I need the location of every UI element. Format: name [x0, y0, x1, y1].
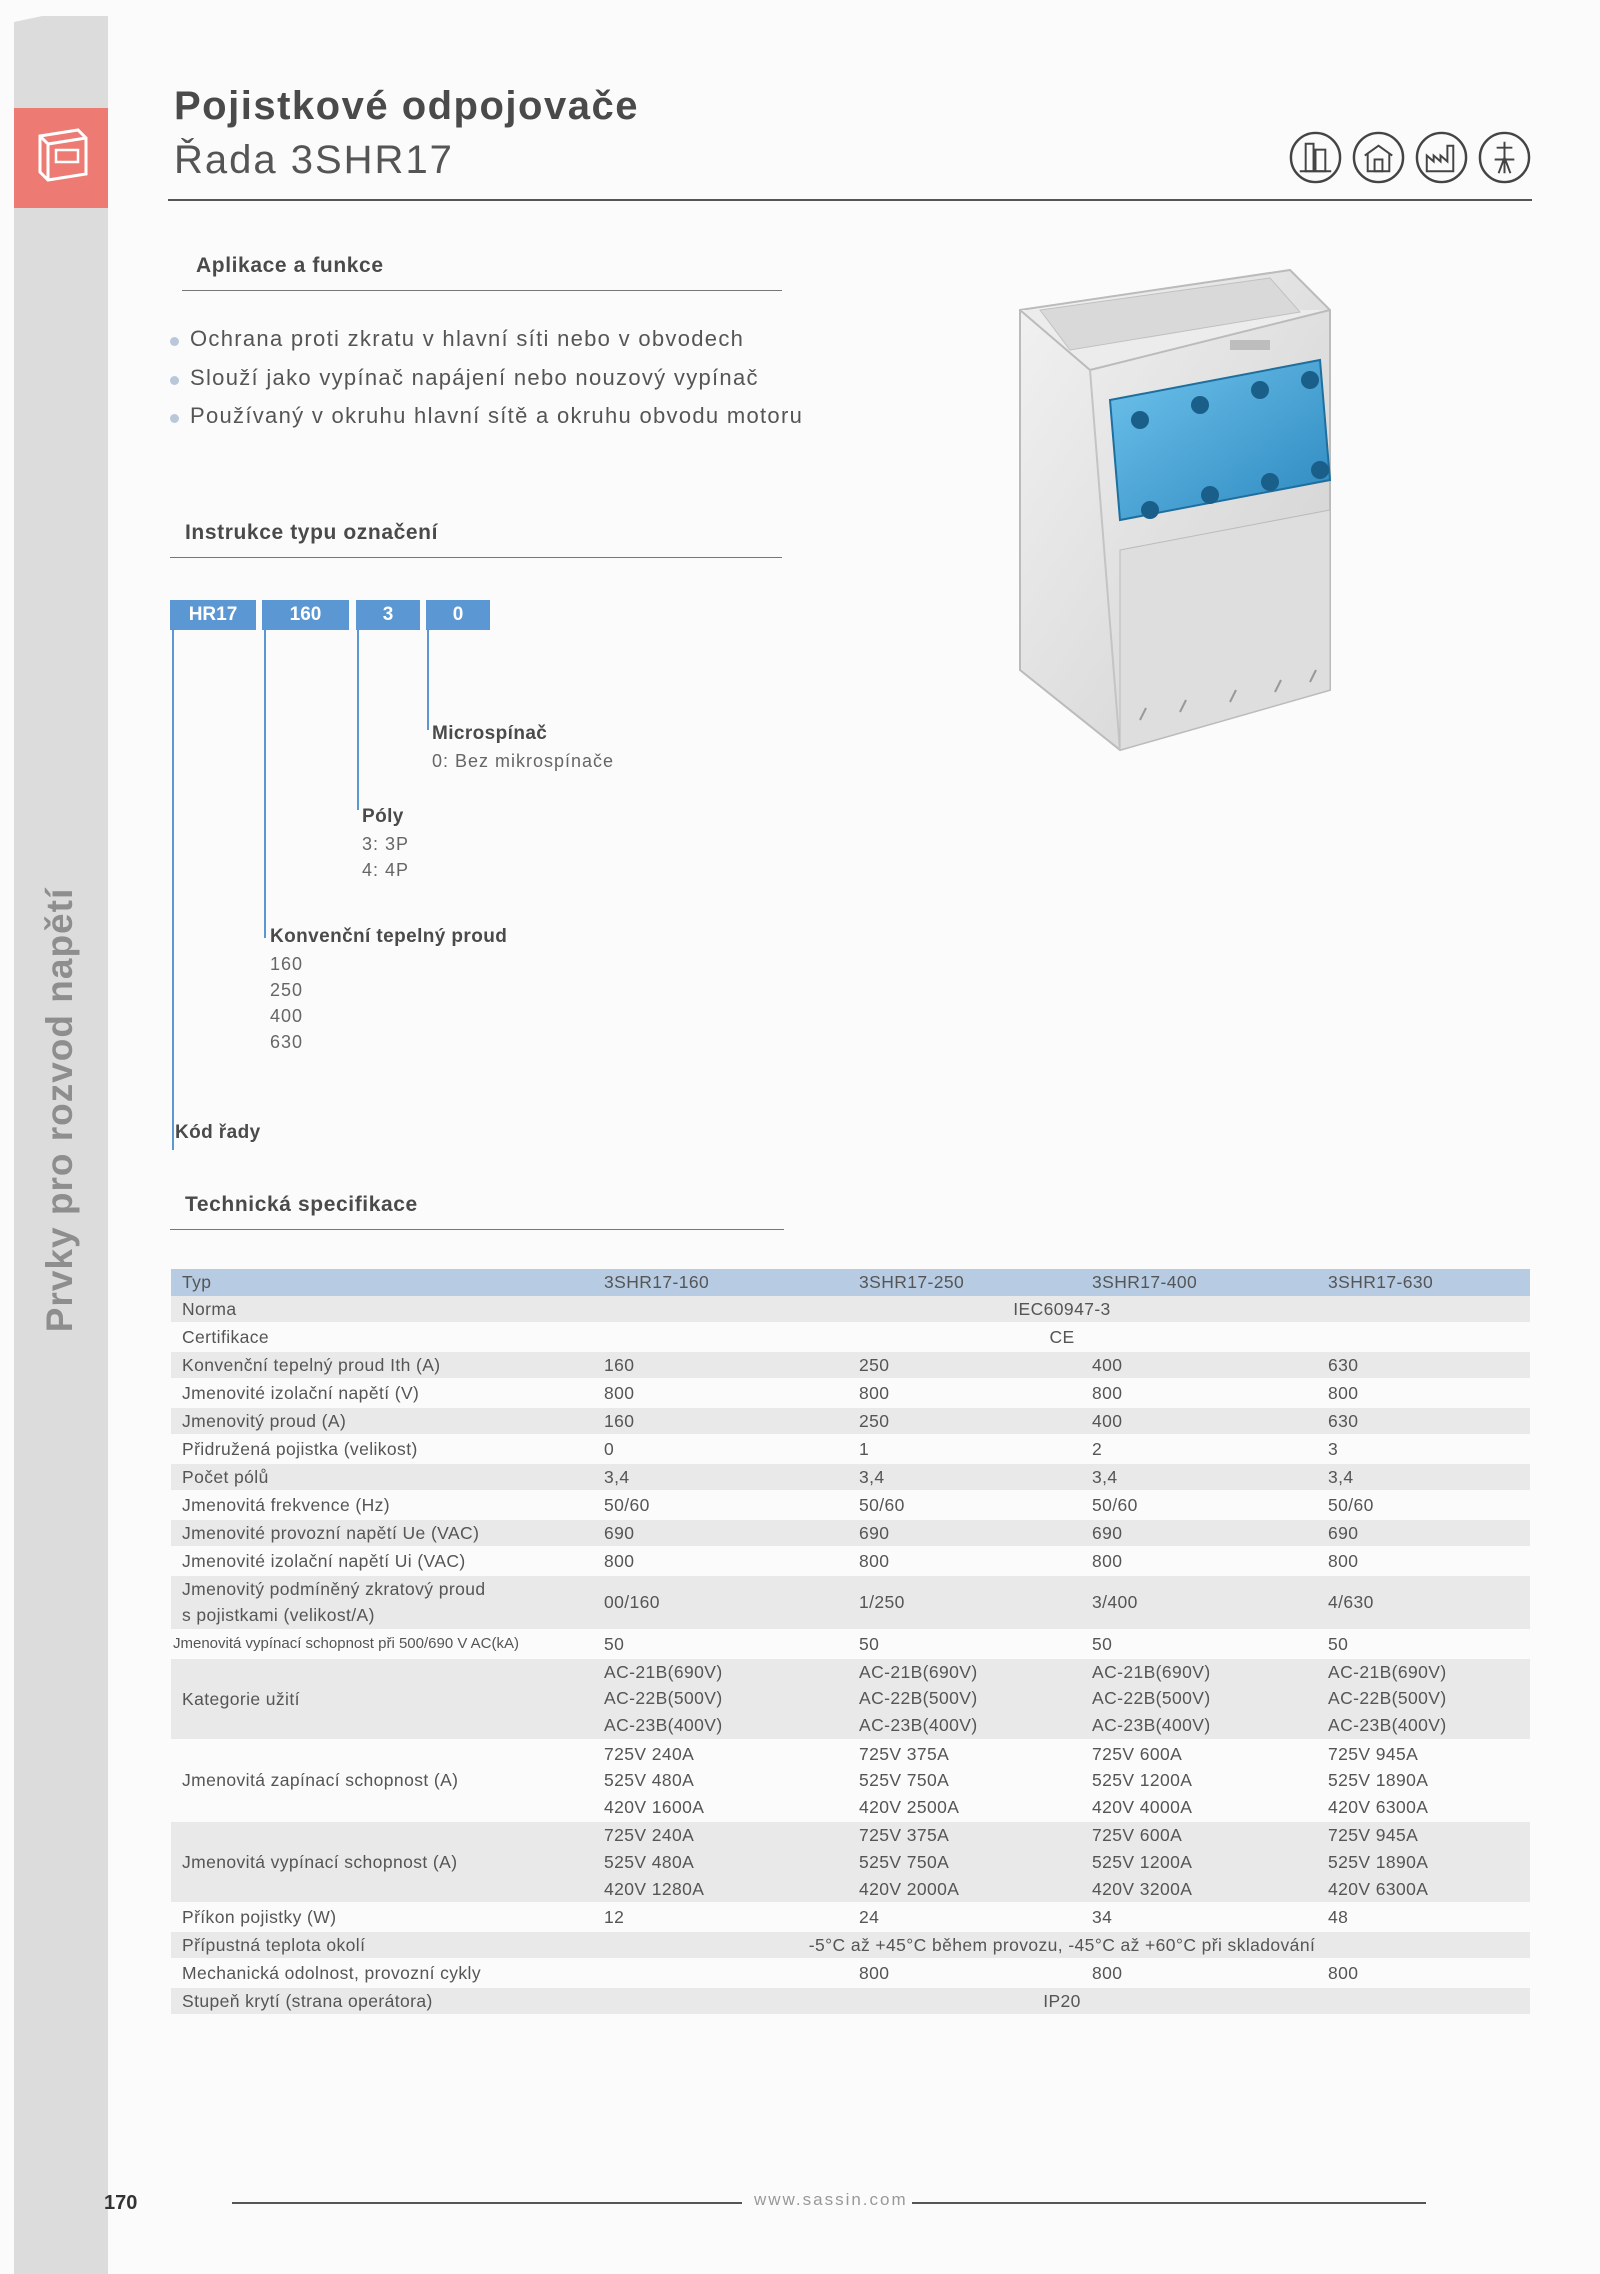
- environment-icons: [1288, 130, 1536, 186]
- code-box-current: 160: [262, 600, 349, 630]
- row-value: [594, 1821, 849, 1903]
- row-value: 3,4: [849, 1463, 1082, 1491]
- poles-option: 3: 3P: [362, 834, 410, 854]
- table-row: [171, 1630, 1530, 1658]
- row-value: [594, 1740, 849, 1822]
- row-value: 50/60: [594, 1491, 849, 1519]
- row-value: 800: [1318, 1547, 1530, 1575]
- poles-label: Póly: [362, 806, 404, 827]
- value-line: 525V 1890A: [1328, 1851, 1429, 1872]
- row-value: [1318, 1821, 1530, 1903]
- row-value: 690: [1082, 1519, 1318, 1547]
- current-option: 400: [270, 1006, 304, 1026]
- row-value: [594, 1658, 849, 1740]
- row-value: 250: [849, 1407, 1082, 1435]
- microswitch-label: Microspínač: [432, 723, 548, 744]
- value-line: AC-22B(500V): [604, 1688, 723, 1709]
- footer-line-left: [232, 2202, 742, 2204]
- value-line: AC-23B(400V): [859, 1714, 978, 1735]
- list-item: Ochrana proti zkratu v hlavní síti nebo v obvodech: [168, 320, 803, 359]
- row-label: Přidružená pojistka (velikost): [171, 1435, 594, 1463]
- row-label: Mechanická odolnost, provozní cykly: [171, 1959, 594, 1987]
- row-value: [849, 1658, 1082, 1740]
- row-value: 3/400: [1082, 1575, 1318, 1630]
- value-line: AC-23B(400V): [1092, 1714, 1211, 1735]
- row-label: Jmenovitá vypínací schopnost při 500/690 V AC(kA): [171, 1630, 594, 1658]
- row-value: 50: [849, 1630, 1082, 1658]
- row-value: 800: [849, 1959, 1082, 1987]
- row-value: 400: [1082, 1407, 1318, 1435]
- row-label: Jmenovité izolační napětí Ui (VAC): [171, 1547, 594, 1575]
- row-value: CE: [594, 1323, 1530, 1351]
- value-line: 420V 1600A: [604, 1796, 705, 1817]
- value-line: AC-22B(500V): [1328, 1688, 1447, 1709]
- value-line: AC-21B(690V): [1092, 1661, 1211, 1682]
- row-value: [1318, 1740, 1530, 1822]
- row-value: 1: [849, 1435, 1082, 1463]
- table-row: [171, 1575, 1530, 1630]
- table-row: [171, 1821, 1530, 1903]
- row-value: 250: [849, 1351, 1082, 1379]
- current-option: 250: [270, 980, 304, 1000]
- row-value: IP20: [594, 1987, 1530, 2014]
- row-value: 800: [1082, 1379, 1318, 1407]
- row-value: 630: [1318, 1351, 1530, 1379]
- table-row: [171, 1296, 1530, 1323]
- row-value: 4/630: [1318, 1575, 1530, 1630]
- value-line: AC-22B(500V): [859, 1688, 978, 1709]
- row-value: 2: [1082, 1435, 1318, 1463]
- value-line: AC-21B(690V): [1328, 1661, 1447, 1682]
- building-icon: [1288, 130, 1343, 185]
- row-value: 50: [594, 1630, 849, 1658]
- row-value: 50: [1318, 1630, 1530, 1658]
- value-line: 420V 6300A: [1328, 1878, 1429, 1899]
- value-line: AC-23B(400V): [1328, 1714, 1447, 1735]
- row-value: [1082, 1821, 1318, 1903]
- row-value: 400: [1082, 1351, 1318, 1379]
- value-line: 725V 600A: [1092, 1743, 1183, 1764]
- value-line: 525V 1200A: [1092, 1851, 1193, 1872]
- table-header-cell: 3SHR17-400: [1082, 1269, 1318, 1296]
- infrastructure-icon: [1477, 130, 1532, 185]
- row-label: Přípustná teplota okolí: [171, 1931, 594, 1959]
- page-subtitle: Řada 3SHR17: [174, 138, 454, 182]
- row-label: Jmenovitá zapínací schopnost (A): [171, 1740, 594, 1822]
- value-line: 725V 240A: [604, 1825, 695, 1846]
- code-line-microswitch: [427, 630, 429, 730]
- row-value: -5°C až +45°C během provozu, -45°C až +60°C při skladování: [594, 1931, 1530, 1959]
- row-label: Kategorie užití: [171, 1658, 594, 1740]
- row-value: 160: [594, 1407, 849, 1435]
- factory-icon: [1414, 130, 1469, 185]
- row-value: 34: [1082, 1903, 1318, 1931]
- row-label: Certifikace: [171, 1323, 594, 1351]
- value-line: 525V 480A: [604, 1770, 695, 1791]
- table-header-cell: Typ: [171, 1269, 594, 1296]
- value-line: 420V 4000A: [1092, 1796, 1193, 1817]
- side-category-title: Prvky pro rozvod napětí: [39, 887, 80, 1333]
- designation-heading: Instrukce typu označení: [185, 521, 439, 544]
- row-value: 3,4: [1082, 1463, 1318, 1491]
- row-value: IEC60947-3: [594, 1296, 1530, 1323]
- table-row: [171, 1658, 1530, 1740]
- list-item: Používaný v okruhu hlavní sítě a okruhu obvodu motoru: [168, 397, 803, 436]
- row-label: Příkon pojistky (W): [171, 1903, 594, 1931]
- row-label-line: s pojistkami (velikost/A): [182, 1605, 375, 1626]
- residential-icon: [1351, 130, 1406, 185]
- row-label: [171, 1575, 594, 1630]
- value-line: 725V 945A: [1328, 1743, 1419, 1764]
- row-value: 1/250: [849, 1575, 1082, 1630]
- code-box-poles: 3: [356, 600, 420, 630]
- row-value: 12: [594, 1903, 849, 1931]
- row-value: [849, 1740, 1082, 1822]
- product-image: [1000, 250, 1460, 770]
- row-value: [849, 1821, 1082, 1903]
- row-value: 3,4: [1318, 1463, 1530, 1491]
- table-header-cell: 3SHR17-160: [594, 1269, 849, 1296]
- current-option: 160: [270, 954, 304, 974]
- row-label: Konvenční tepelný proud Ith (A): [171, 1351, 594, 1379]
- row-value: 690: [849, 1519, 1082, 1547]
- row-label: Norma: [171, 1296, 594, 1323]
- series-code-label: Kód řady: [175, 1122, 261, 1143]
- table-row: [171, 1491, 1530, 1519]
- distribution-device-icon: [14, 108, 108, 208]
- application-list: [168, 320, 803, 436]
- row-label: Stupeň krytí (strana operátora): [171, 1987, 594, 2014]
- row-value: 00/160: [594, 1575, 849, 1630]
- table-row: [171, 1931, 1530, 1959]
- application-heading: Aplikace a funkce: [196, 254, 384, 277]
- table-row: [171, 1903, 1530, 1931]
- table-row: [171, 1351, 1530, 1379]
- row-value: 48: [1318, 1903, 1530, 1931]
- row-value: 160: [594, 1351, 849, 1379]
- code-line-current: [264, 630, 266, 938]
- application-rule: [182, 290, 782, 291]
- value-line: 420V 3200A: [1092, 1878, 1193, 1899]
- spec-table: [171, 1269, 1530, 2014]
- row-value: [1082, 1740, 1318, 1822]
- designation-rule: [170, 557, 782, 558]
- table-row: [171, 1435, 1530, 1463]
- table-header-row: [171, 1269, 1530, 1296]
- row-value: 800: [594, 1379, 849, 1407]
- row-value: 50/60: [1318, 1491, 1530, 1519]
- value-line: AC-21B(690V): [604, 1661, 723, 1682]
- value-line: 420V 2500A: [859, 1796, 960, 1817]
- poles-option: 4: 4P: [362, 860, 410, 880]
- table-row: [171, 1959, 1530, 1987]
- value-line: 725V 945A: [1328, 1825, 1419, 1846]
- spec-rule: [170, 1229, 784, 1230]
- value-line: 725V 375A: [859, 1825, 950, 1846]
- page-number: 170: [104, 2192, 138, 2214]
- table-row: [171, 1379, 1530, 1407]
- footer-line-right: [912, 2202, 1426, 2204]
- row-label-line: Jmenovitý podmíněný zkratový proud: [182, 1578, 486, 1599]
- row-value: 800: [849, 1379, 1082, 1407]
- table-header-cell: 3SHR17-630: [1318, 1269, 1530, 1296]
- table-row: [171, 1547, 1530, 1575]
- code-line-poles: [357, 630, 359, 810]
- value-line: AC-22B(500V): [1092, 1688, 1211, 1709]
- table-header-cell: 3SHR17-250: [849, 1269, 1082, 1296]
- row-value: 24: [849, 1903, 1082, 1931]
- table-row: [171, 1323, 1530, 1351]
- row-label: Jmenovitá vypínací schopnost (A): [171, 1821, 594, 1903]
- value-line: 420V 2000A: [859, 1878, 960, 1899]
- row-label: Jmenovité izolační napětí (V): [171, 1379, 594, 1407]
- row-value: 800: [1318, 1379, 1530, 1407]
- row-value: 0: [594, 1435, 849, 1463]
- row-value: 50: [1082, 1630, 1318, 1658]
- value-line: 525V 750A: [859, 1851, 950, 1872]
- row-value: [1318, 1658, 1530, 1740]
- row-value: 800: [1318, 1959, 1530, 1987]
- table-row: [171, 1519, 1530, 1547]
- code-line-series: [172, 630, 174, 1150]
- value-line: 725V 375A: [859, 1743, 950, 1764]
- row-value: 800: [594, 1547, 849, 1575]
- row-value: [594, 1959, 849, 1987]
- row-value: 50/60: [849, 1491, 1082, 1519]
- row-value: 50/60: [1082, 1491, 1318, 1519]
- value-line: 420V 6300A: [1328, 1796, 1429, 1817]
- list-item: Slouží jako vypínač napájení nebo nouzový vypínač: [168, 359, 803, 398]
- row-value: 630: [1318, 1407, 1530, 1435]
- row-label: Jmenovité provozní napětí Ue (VAC): [171, 1519, 594, 1547]
- value-line: 525V 1890A: [1328, 1770, 1429, 1791]
- value-line: 525V 1200A: [1092, 1770, 1193, 1791]
- row-value: 800: [849, 1547, 1082, 1575]
- current-label: Konvenční tepelný proud: [270, 926, 508, 947]
- row-value: 690: [1318, 1519, 1530, 1547]
- table-row: [171, 1407, 1530, 1435]
- value-line: 525V 750A: [859, 1770, 950, 1791]
- row-value: 690: [594, 1519, 849, 1547]
- value-line: AC-23B(400V): [604, 1714, 723, 1735]
- value-line: AC-21B(690V): [859, 1661, 978, 1682]
- spec-heading: Technická specifikace: [185, 1193, 418, 1216]
- row-value: 800: [1082, 1547, 1318, 1575]
- value-line: 725V 240A: [604, 1743, 695, 1764]
- value-line: 725V 600A: [1092, 1825, 1183, 1846]
- value-line: 525V 480A: [604, 1851, 695, 1872]
- row-label: Jmenovitý proud (A): [171, 1407, 594, 1435]
- row-value: 3: [1318, 1435, 1530, 1463]
- microswitch-option: 0: Bez mikrospínače: [432, 751, 615, 771]
- row-label: Počet pólů: [171, 1463, 594, 1491]
- code-box-microswitch: 0: [426, 600, 490, 630]
- header-rule: [168, 199, 1532, 201]
- row-value: [1082, 1658, 1318, 1740]
- table-row: [171, 1987, 1530, 2014]
- row-value: 3,4: [594, 1463, 849, 1491]
- code-box-series: HR17: [170, 600, 256, 630]
- footer-url[interactable]: www.sassin.com: [754, 2190, 908, 2209]
- table-row: [171, 1463, 1530, 1491]
- page-title: Pojistkové odpojovače: [174, 84, 639, 128]
- table-row: [171, 1740, 1530, 1822]
- current-option: 630: [270, 1032, 304, 1052]
- row-label: Jmenovitá frekvence (Hz): [171, 1491, 594, 1519]
- row-value: 800: [1082, 1959, 1318, 1987]
- value-line: 420V 1280A: [604, 1878, 705, 1899]
